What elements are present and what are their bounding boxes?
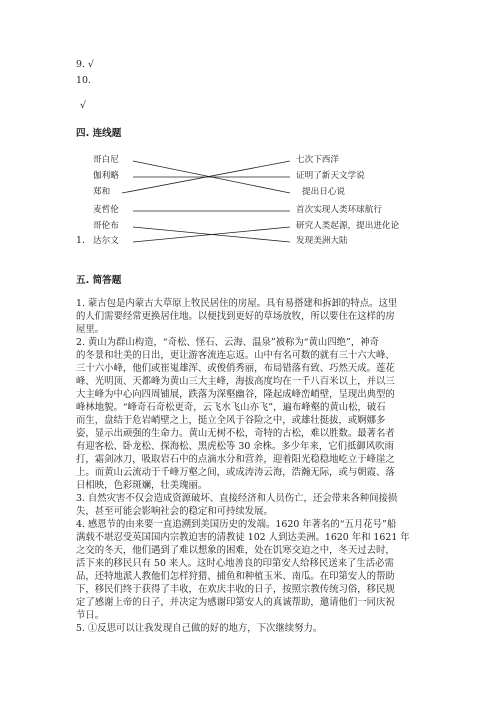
answer-line: 4. 感恩节的由来要一直追溯到美国历史的发端。1620 年著名的“五月花号”船 [76,519,397,530]
answer-line: 上。而黄山云流动于千峰万壑之间，或成涛涛云海，浩瀚无际，或与朝霞、落 [76,467,395,478]
answer-line: 1. 蒙古包是内蒙古大草原上牧民居住的房屋。具有易搭建和拆卸的特点。这里 [76,298,398,309]
left-item-zhenghe: 郑和 [93,187,111,197]
answer-line: 三十六小峰，他们或崔嵬雄浑、或俊俏秀丽，布局错落有致、巧然天成。莲花 [76,363,395,374]
answer-9: 9. √ [76,59,94,70]
answer-line: 下，移民们终于获得了丰收，在欢庆丰收的日子，按照宗教传统习俗，移民规 [76,584,395,595]
answer-10-mark: √ [80,100,86,111]
answer-10: 10. [76,75,91,86]
answer-line: 大主峰为中心向四周铺展，跌落为深壑幽谷，隆起成峰峦峭壁，呈现出典型的 [76,389,395,400]
left-item-copernicus: 哥白尼 [93,155,119,165]
answer-line: 打，霜剑冰刀，吸取岩石中的点滴水分和营养，迎着阳光稳稳地屹立于峰崖之 [76,454,395,465]
answer-line: 峰、光明顶、天都峰为黄山三大主峰，海拔高度均在一千八百米以上，并以三 [76,376,395,387]
right-item-voyages: 七次下西洋 [296,155,339,165]
answer-line: 满载不堪忍受英国国内宗教迫害的清教徒 102 人到达美洲。1620 年和 1621 年 [76,532,410,543]
section4-title: 四. 连线题 [76,128,122,139]
right-item-evolution: 研究人类起源，提出进化论 [296,221,400,231]
answer-line: 姿，显示出顽强的生命力。黄山无树不松，奇特的古松，难以胜数。最著名者 [76,428,395,439]
answer-line: 2. 黄山为群山构造，“奇松、怪石、云海、温泉”被称为“黄山四绝”，神奇 [76,337,379,348]
answer-line: 失，甚至可能会影响社会的稳定和可持续发展。 [76,506,273,517]
answer-line: 5. ①反思可以让我发现自己做的好的地方，下次继续努力。 [76,623,323,634]
right-item-astronomy: 证明了新天文学说 [296,171,365,181]
answer-line: 品，还特地派人教他们怎样狩猎、捕鱼和种植玉米、南瓜。在印第安人的帮助 [76,571,395,582]
left-item-columbus: 哥伦布 [93,221,119,231]
question-number: 1. [76,235,85,246]
answer-line: 有迎客松、卧龙松、探海松、黑虎松等 30 余株。多少年来，它们抵御风吹雨 [76,441,394,452]
answer-line: 定了感谢上帝的日子，并决定为感谢印第安人的真诚帮助，邀请他们一同庆祝 [76,597,395,608]
left-item-darwin: 达尔文 [93,236,119,246]
left-item-magellan: 麦哲伦 [93,205,119,215]
answer-line: 之交的冬天，他们遇到了难以想象的困难，处在饥寒交迫之中，冬天过去时， [76,545,395,556]
answer-line: 的人们需要经常更换居住地。以便找到更好的草场放牧，所以要住在这样的房 [76,311,395,322]
left-item-galileo: 伽利略 [93,171,119,181]
right-item-america: 发现美洲大陆 [296,236,348,246]
answer-line: 峰林地貌。“峰奇石奇松更奇，云飞水飞山亦飞”，遍布峰壑的黄山松，破石 [76,402,386,413]
answer-line: 3. 自然灾害不仅会造成资源破坏、直接经济和人员伤亡，还会带来各种间接损 [76,493,398,504]
section5-title: 五. 简答题 [76,275,122,286]
right-item-heliocentric: 提出日心说 [302,187,345,197]
answer-line: 而生，盘结于危岩峭壁之上，挺立全风于谷险之中，或雄壮挺拔，或婀娜多 [76,415,386,426]
answer-line: 日相映，色彩斑斓，壮美瑰丽。 [76,480,208,491]
answer-line: 节日。 [76,610,105,621]
right-item-circumnavigation: 首次实现人类环球航行 [296,205,382,215]
answer-line: 的冬景和壮美的日出，更让游客流连忘返。山中有名可数的就有三十六大峰、 [76,350,395,361]
answer-line: 屋里。 [76,324,105,335]
answer-line: 活下来的移民只有 50 来人。这时心地善良的印第安人给移民送来了生活必需 [76,558,394,569]
